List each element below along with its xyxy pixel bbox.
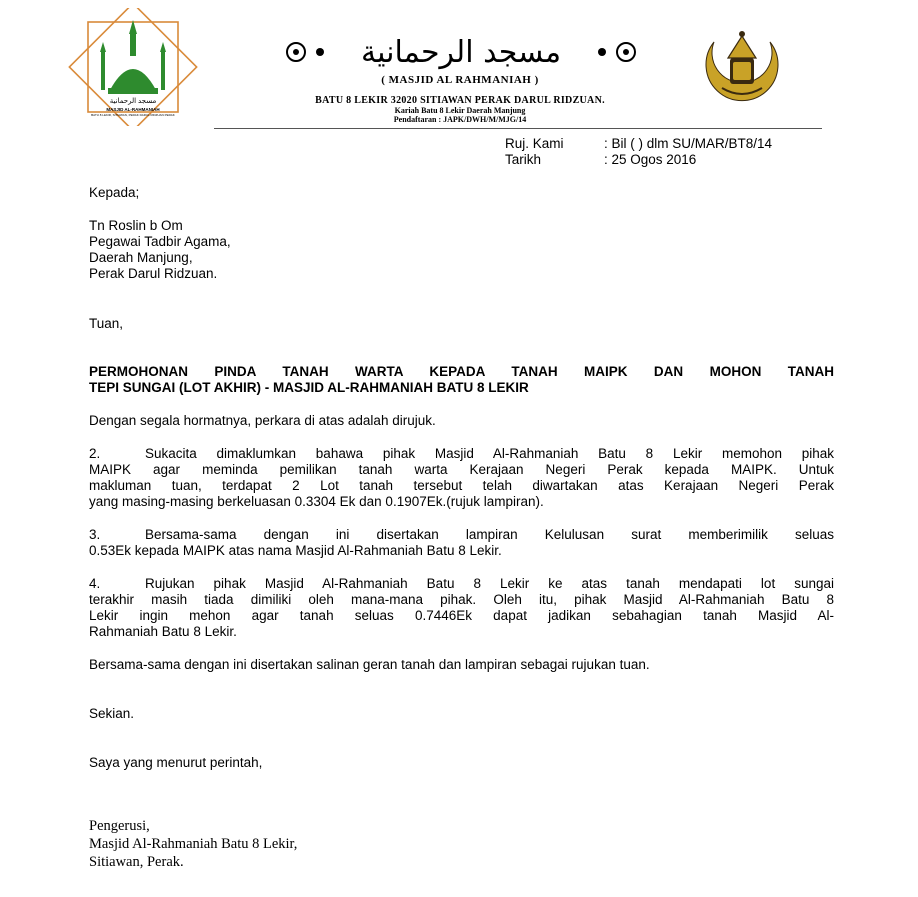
- reference-label: Ruj. Kami: [505, 136, 564, 151]
- paragraph-2-line-2: MAIPK agar meminda pemilikan tanah warta Kerajaan Negeri Perak kepada MAIPK. Untuk: [89, 462, 834, 477]
- date-value: : 25 Ogos 2016: [604, 152, 697, 167]
- sekian-line: Sekian.: [89, 706, 135, 721]
- paragraph-4-line-3: Lekir ingin mehon agar tanah seluas 0.7446Ek dapat jadikan sebahagian tanah Masjid Al-: [89, 608, 834, 623]
- state-crest-logo: [696, 22, 788, 114]
- greeting: Tuan,: [89, 316, 124, 331]
- mosque-logo: [58, 8, 208, 126]
- date-label: Tarikh: [505, 152, 542, 167]
- letterhead-kariah: Kariah Batu 8 Lekir Daerah Manjung: [394, 106, 526, 115]
- recipient-state: Perak Darul Ridzuan.: [89, 266, 218, 281]
- paragraph-3-line-1: [89, 527, 834, 542]
- paragraph-4-number: 4.: [89, 576, 101, 591]
- signature-org: Masjid Al-Rahmaniah Batu 8 Lekir,: [89, 836, 298, 852]
- letterhead-registration: Pendaftaran : JAPK/DWH/M/MJG/14: [393, 115, 527, 124]
- sign-off-line: Saya yang menurut perintah,: [89, 755, 263, 770]
- paragraph-2-number: 2.: [89, 446, 101, 461]
- calligraphy-banner: [282, 28, 640, 72]
- paragraph-3-text-1: Bersama-sama dengan ini disertakan lampiran Kelulusan surat memberimilik seluas: [145, 527, 834, 542]
- reference-value: : Bil ( ) dlm SU/MAR/BT8/14: [604, 136, 773, 151]
- paragraph-2-text-1: Sukacita dimaklumkan bahawa pihak Masjid Al-Rahmaniah Batu 8 Lekir memohon pihak: [145, 446, 834, 461]
- paragraph-4-line-2: terakhir masih tiada dimiliki oleh mana-mana pihak. Oleh itu, pihak Masjid Al-Rahmaniah Batu 8: [89, 592, 834, 607]
- letterhead-divider: [214, 128, 822, 129]
- recipient-title: Pegawai Tadbir Agama,: [89, 234, 231, 249]
- calligraphy-text: مسجد الرحمانية: [360, 35, 562, 70]
- closing-paragraph: Bersama-sama dengan ini disertakan salinan geran tanah dan lampiran sebagai rujukan tuan.: [89, 657, 650, 672]
- logo-address-text: BATU 8 LEKIR, SITIAWAN, PERAK DARUL RIDZUAN PERAK: [91, 113, 175, 117]
- paragraph-3-number: 3.: [89, 527, 101, 542]
- recipient-district: Daerah Manjung,: [89, 250, 193, 265]
- paragraph-4-line-4: Rahmaniah Batu 8 Lekir.: [89, 624, 237, 639]
- subject-line-1: PERMOHONAN PINDA TANAH WARTA KEPADA TANAH MAIPK DAN MOHON TANAH: [89, 364, 834, 379]
- letterhead-subtitle: ( MASJID AL RAHMANIAH ): [381, 74, 539, 86]
- paragraph-4-text-1: Rujukan pihak Masjid Al-Rahmaniah Batu 8 Lekir ke atas tanah mendapati lot sungai: [145, 576, 834, 591]
- paragraph-2-line-3: makluman tuan, terdapat 2 Lot tanah tersebut telah diwartakan atas Kerajaan Negeri Perak: [89, 478, 834, 493]
- letterhead-address: BATU 8 LEKIR 32020 SITIAWAN PERAK DARUL RIDZUAN.: [315, 95, 605, 106]
- subject-line-2: TEPI SUNGAI (LOT AKHIR) - MASJID AL-RAHMANIAH BATU 8 LEKIR: [89, 380, 529, 395]
- signature-place: Sitiawan, Perak.: [89, 854, 184, 870]
- paragraph-2-line-4: yang masing-masing berkeluasan 0.3304 Ek dan 0.1907Ek.(rujuk lampiran).: [89, 494, 544, 509]
- paragraph-4-line-1: [89, 576, 834, 591]
- logo-name-text: MASJID AL-RAHMANIAH: [106, 107, 160, 112]
- recipient-to: Kepada;: [89, 185, 140, 200]
- paragraph-2-line-1: [89, 446, 834, 461]
- logo-arabic-text: مسجد الرحمانية: [109, 98, 157, 105]
- signature-title: Pengerusi,: [89, 818, 150, 834]
- intro-line: Dengan segala hormatnya, perkara di atas adalah dirujuk.: [89, 413, 436, 428]
- paragraph-3-line-2: 0.53Ek kepada MAIPK atas nama Masjid Al-Rahmaniah Batu 8 Lekir.: [89, 543, 502, 558]
- recipient-name: Tn Roslin b Om: [89, 218, 183, 233]
